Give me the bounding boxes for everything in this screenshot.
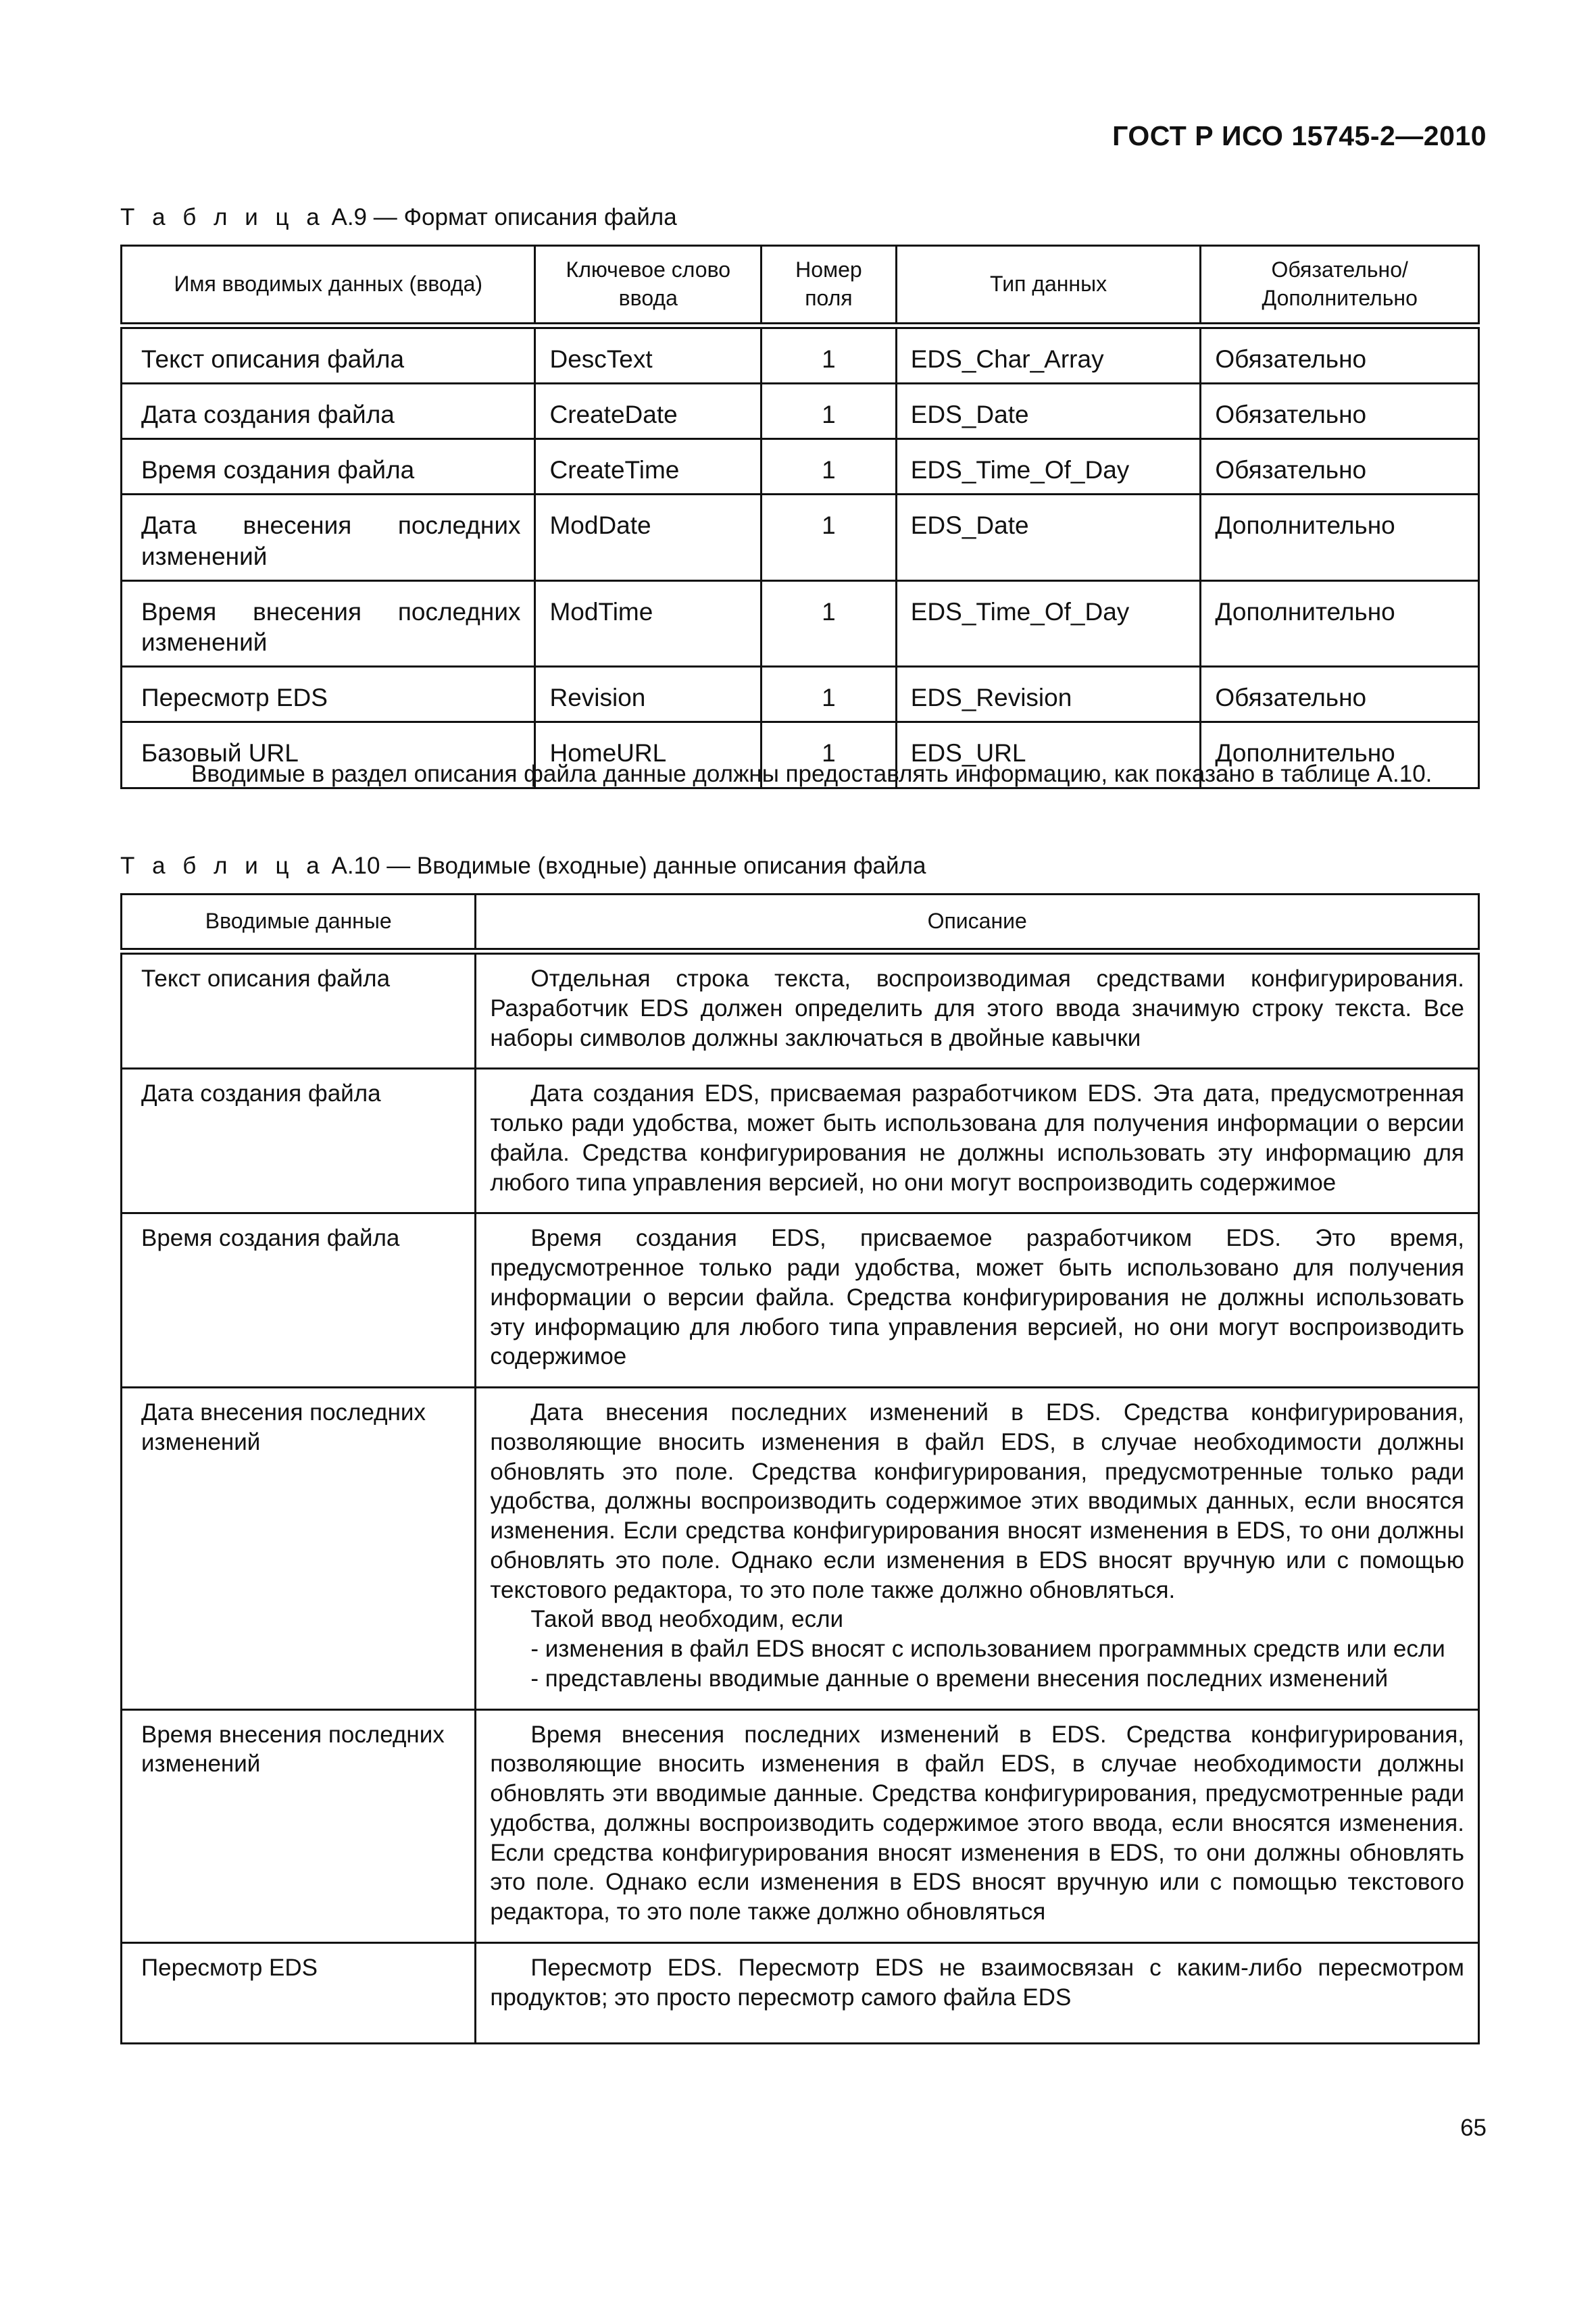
table-a9-col-requirement: Обязательно/ Дополнительно [1201, 246, 1479, 326]
description-paragraph: Дата внесения последних изменений в EDS. Средства конфигурирования, позволяющие вносить изменения в файл EDS, в случае необходимости должны обновлять это поле. Средства конфигурирования, предусмотренные только ради удобства, должны воспроизводить содержимое этих вводимых данных, если вносятся изменения. Если средства конфигурирования вносят изменения в EDS, то они должны обновлять это поле. Однако если изменения в EDS вносят вручную или с помощью текстового редактора, то это поле также должно обновляться. [490, 1399, 1464, 1603]
cell-data-type: EDS_URL [896, 722, 1201, 788]
cell-description [476, 1069, 1479, 1213]
description-paragraph: - изменения в файл EDS вносят с использованием программных средств или если [530, 1636, 1445, 1662]
cell-description [476, 1942, 1479, 2043]
cell-data-type: EDS_Char_Array [896, 326, 1201, 384]
cell-requirement: Дополнительно [1201, 495, 1479, 580]
cell-requirement: Обязательно [1201, 666, 1479, 722]
cell-keyword: CreateDate [535, 384, 762, 439]
table-row [122, 951, 1479, 1069]
body-paragraph: Вводимые в раздел описания файла данные должны предоставлять информацию, как показано в таблице А.10. [191, 761, 1432, 787]
table-a9 [120, 245, 1480, 789]
cell-input-name: Пересмотр EDS [122, 1942, 476, 2043]
cell-keyword: HomeURL [535, 722, 762, 788]
description-paragraph: Время внесения последних изменений в EDS. Средства конфигурирования, позволяющие вносить изменения в файл EDS, в случае необходимости должны обновлять эти вводимые данные. Средства конфигурирования, предусмотренные ради удобства, должны воспроизводить содержимое этого ввода, если вносятся изменения. Если средства конфигурирования вносят изменения в EDS, то они должны обновлять это поле. Однако если изменения в EDS вносят вручную или с помощью текстового редактора, то это поле также должно обновляться [490, 1721, 1464, 1925]
cell-requirement: Обязательно [1201, 326, 1479, 384]
table-row [122, 495, 1479, 580]
table-row [122, 326, 1479, 384]
table-row [122, 1942, 1479, 2043]
standard-header: ГОСТ Р ИСО 15745-2—2010 [1112, 120, 1487, 151]
table-a9-col-name: Имя вводимых данных (ввода) [122, 246, 535, 326]
table-row [122, 1709, 1479, 1942]
page-number: 65 [1460, 2115, 1487, 2141]
description-paragraph: Отдельная строка текста, воспроизводимая средствами конфигурирования. Разработчик EDS должен определить для этого ввода значимую строку текста. Все наборы символов должны заключаться в двойные кавычки [490, 965, 1464, 1051]
description-paragraph: Дата создания EDS, присваемая разработчиком EDS. Эта дата, предусмотренная только ради удобства, может быть использована для получения информации о версии файла. Средства конфигурирования не должны использовать эту информацию для любого типа управления версией, но они могут воспроизводить содержимое [490, 1080, 1464, 1196]
cell-keyword: ModTime [535, 580, 762, 666]
table-a10-caption [120, 853, 926, 880]
cell-keyword: DescText [535, 326, 762, 384]
table-row [122, 1388, 1479, 1710]
cell-input-name: Время создания файла [122, 1213, 476, 1388]
cell-field-number: 1 [762, 326, 897, 384]
cell-keyword: CreateTime [535, 439, 762, 495]
table-a10-caption-prefix: Т а б л и ц а [120, 853, 325, 879]
cell-description [476, 1709, 1479, 1942]
cell-field-number: 1 [762, 495, 897, 580]
table-a10-col-input: Вводимые данные [122, 895, 476, 952]
table-row [122, 666, 1479, 722]
cell-input-name: Время внесения последних изменений [122, 1709, 476, 1942]
table-row [122, 580, 1479, 666]
table-row [122, 384, 1479, 439]
table-a9-caption [120, 204, 677, 231]
table-a9-col-data-type: Тип данных [896, 246, 1201, 326]
cell-description [476, 951, 1479, 1069]
table-a10 [120, 893, 1480, 2044]
table-row [122, 1213, 1479, 1388]
cell-requirement: Дополнительно [1201, 580, 1479, 666]
cell-description [476, 1388, 1479, 1710]
cell-data-type: EDS_Time_Of_Day [896, 439, 1201, 495]
cell-keyword: Revision [535, 666, 762, 722]
cell-requirement: Дополнительно [1201, 722, 1479, 788]
table-row [122, 439, 1479, 495]
cell-input-name: Текст описания файла [122, 951, 476, 1069]
cell-data-type: EDS_Revision [896, 666, 1201, 722]
cell-requirement: Обязательно [1201, 439, 1479, 495]
cell-entry-name: Время внесения последних изменений [122, 580, 535, 666]
cell-entry-name: Время создания файла [122, 439, 535, 495]
table-a9-caption-prefix: Т а б л и ц а [120, 204, 325, 230]
description-paragraph: Такой ввод необходим, если [530, 1606, 844, 1633]
cell-field-number: 1 [762, 666, 897, 722]
table-a9-col-field-number: Номер поля [762, 246, 897, 326]
cell-field-number: 1 [762, 384, 897, 439]
table-a10-caption-text: А.10 — Вводимые (входные) данные описания файла [331, 853, 926, 879]
cell-description [476, 1213, 1479, 1388]
cell-entry-name: Дата создания файла [122, 384, 535, 439]
cell-field-number: 1 [762, 722, 897, 788]
cell-data-type: EDS_Date [896, 384, 1201, 439]
cell-keyword: ModDate [535, 495, 762, 580]
cell-data-type: EDS_Date [896, 495, 1201, 580]
table-a9-col-keyword: Ключевое слово ввода [535, 246, 762, 326]
table-a9-header-row [122, 246, 1479, 326]
table-a10-col-description: Описание [476, 895, 1479, 952]
cell-entry-name: Пересмотр EDS [122, 666, 535, 722]
description-paragraph: - представлены вводимые данные о времени внесения последних изменений [530, 1665, 1389, 1692]
cell-field-number: 1 [762, 439, 897, 495]
description-paragraph: Пересмотр EDS. Пересмотр EDS не взаимосвязан с каким-либо пересмотром продуктов; это просто пересмотр самого файла EDS [490, 1954, 1464, 2011]
cell-entry-name: Текст описания файла [122, 326, 535, 384]
cell-input-name: Дата внесения последних изменений [122, 1388, 476, 1710]
table-a9-caption-text: А.9 — Формат описания файла [331, 204, 677, 230]
cell-entry-name: Базовый URL [122, 722, 535, 788]
cell-input-name: Дата создания файла [122, 1069, 476, 1213]
table-a10-header-row [122, 895, 1479, 952]
cell-entry-name: Дата внесения последних изменений [122, 495, 535, 580]
description-paragraph: Время создания EDS, присваемое разработчиком EDS. Это время, предусмотренное только ради удобства, может быть использовано для получения информации о версии файла. Средства конфигурирования не должны использовать эту информацию для любого типа управления версией, но они могут воспроизводить содержимое [490, 1225, 1464, 1370]
cell-data-type: EDS_Time_Of_Day [896, 580, 1201, 666]
cell-field-number: 1 [762, 580, 897, 666]
cell-requirement: Обязательно [1201, 384, 1479, 439]
table-row [122, 1069, 1479, 1213]
